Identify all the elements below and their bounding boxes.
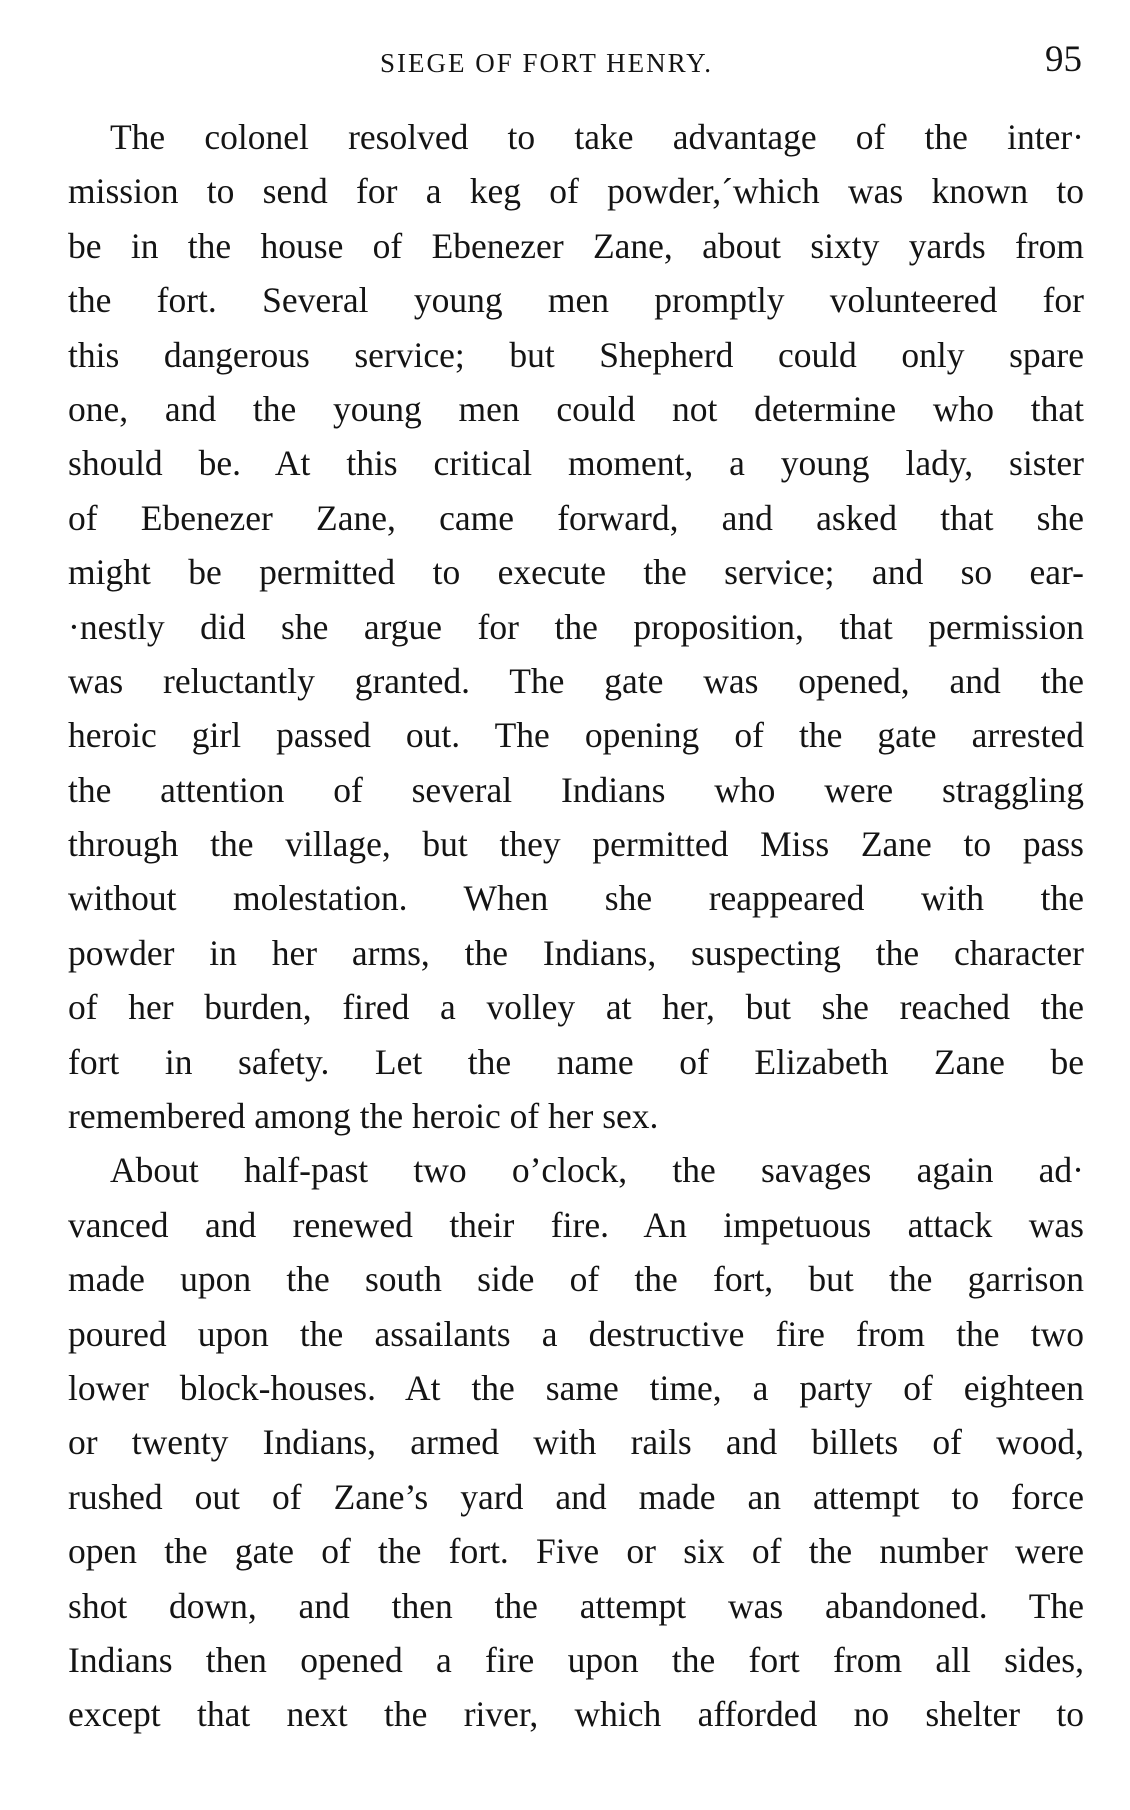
running-title: SIEGE OF FORT HENRY. [380,48,713,78]
paragraph-2 [68,1143,1084,1741]
text-line: Indians then opened a fire upon the fort from all sides, [68,1639,1084,1680]
text-line: the fort. Several young men promptly volunteered for [68,280,1084,321]
text-line: shot down, and then the attempt was abandoned. The [68,1585,1084,1626]
text-line: vanced and renewed their fire. An impetuous attack was [68,1204,1084,1245]
text-line: heroic girl passed out. The opening of the gate arrested [68,715,1084,756]
paragraph-1 [68,110,1084,1143]
text-line: through the village, but they permitted Miss Zane to pass [68,824,1084,865]
text-line: of her burden, fired a volley at her, but she reached the [68,987,1084,1028]
text-line: made upon the south side of the fort, but the garrison [68,1259,1084,1300]
text-line: one, and the young men could not determine who that [68,388,1084,429]
text-line: of Ebenezer Zane, came forward, and asked that she [68,497,1084,538]
text-line: remembered among the heroic of her sex. [68,1096,659,1137]
text-line: open the gate of the fort. Five or six of the number were [68,1531,1084,1572]
body-text [68,110,1084,1742]
text-line: powder in her arms, the Indians, suspecting the character [68,932,1084,973]
text-line: lower block-houses. At the same time, a party of eighteen [68,1367,1084,1408]
text-line: be in the house of Ebenezer Zane, about sixty yards from [68,225,1084,266]
text-line: this dangerous service; but Shepherd could only spare [68,334,1084,375]
text-line: should be. At this critical moment, a young lady, sister [68,443,1084,484]
text-line: poured upon the assailants a destructive fire from the two [68,1313,1084,1354]
text-line: was reluctantly granted. The gate was opened, and the [68,660,1084,701]
text-line: The colonel resolved to take advantage of the inter· [110,117,1084,157]
text-line: the attention of several Indians who were straggling [68,769,1084,810]
running-head [68,38,1084,88]
text-line: or twenty Indians, armed with rails and billets of wood, [68,1422,1084,1463]
text-line: ·nestly did she argue for the proposition, that permission [68,606,1084,647]
text-line: without molestation. When she reappeared with the [68,878,1084,919]
text-line: except that next the river, which afforded no shelter to [68,1694,1084,1735]
text-line: rushed out of Zane’s yard and made an attempt to force [68,1476,1084,1517]
page-number: 95 [1045,39,1082,80]
text-line: About half-past two o’clock, the savages again ad· [110,1150,1084,1191]
text-line: mission to send for a keg of powder,´which was known to [68,171,1084,212]
text-line: might be permitted to execute the service; and so ear- [68,552,1084,593]
text-line: fort in safety. Let the name of Elizabeth Zane be [68,1041,1084,1082]
